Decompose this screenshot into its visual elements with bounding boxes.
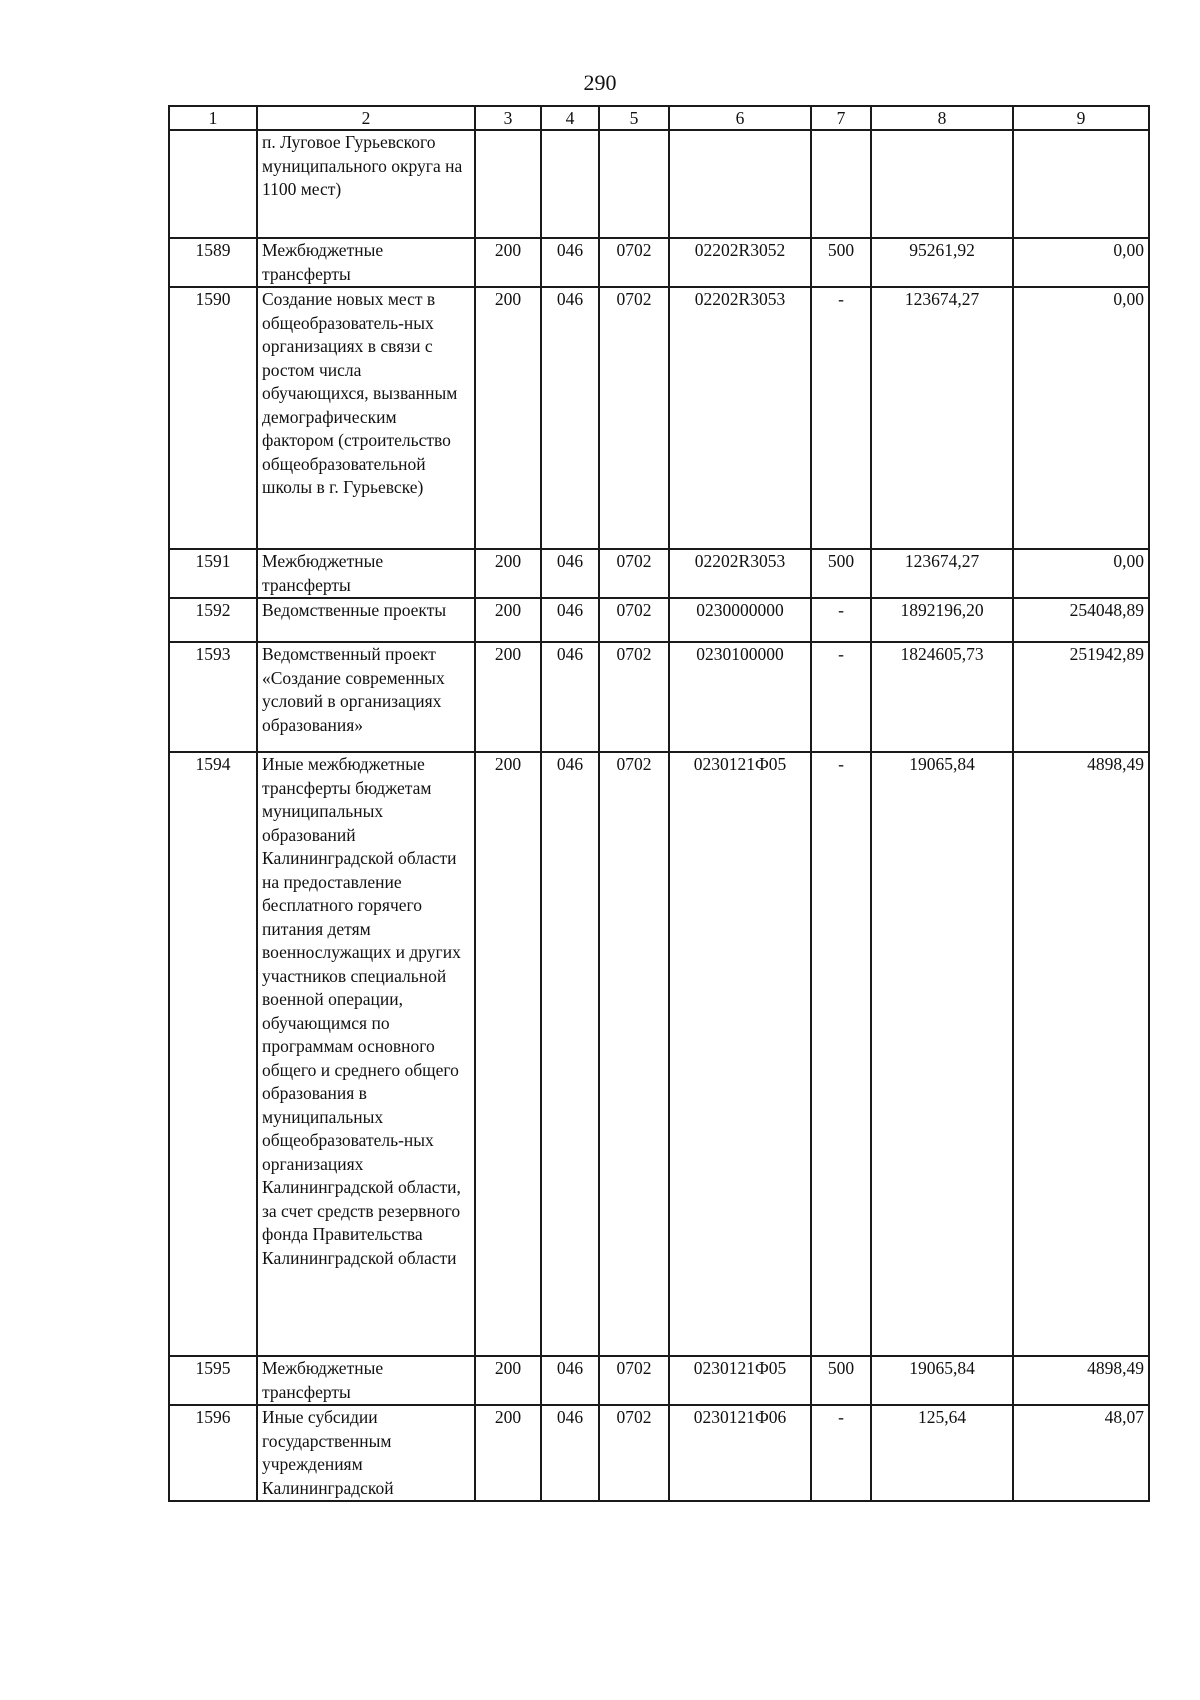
column-header: 8 xyxy=(871,106,1013,130)
column-header: 9 xyxy=(1013,106,1149,130)
target-article-cell: 0230121Ф05 xyxy=(669,1356,811,1405)
target-article-cell: 02202R3053 xyxy=(669,549,811,598)
column-header: 5 xyxy=(599,106,669,130)
table-row xyxy=(169,287,1149,549)
column-header: 7 xyxy=(811,106,871,130)
subsection-code-cell: 0702 xyxy=(599,287,669,549)
subsection-code-cell: 0702 xyxy=(599,598,669,642)
section-code-cell: 200 xyxy=(475,287,541,549)
row-number-cell: 1589 xyxy=(169,238,257,287)
amount-col9-cell: 251942,89 xyxy=(1013,642,1149,752)
ministry-code-cell: 046 xyxy=(541,287,599,549)
amount-col8-cell: 19065,84 xyxy=(871,752,1013,1356)
subsection-code-cell: 0702 xyxy=(599,642,669,752)
section-code-cell: 200 xyxy=(475,238,541,287)
amount-col9-cell: 4898,49 xyxy=(1013,1356,1149,1405)
amount-col8-cell: 19065,84 xyxy=(871,1356,1013,1405)
subsection-code-cell: 0702 xyxy=(599,1356,669,1405)
section-code-cell: 200 xyxy=(475,1356,541,1405)
row-name-cell: Межбюджетные трансферты xyxy=(257,238,475,287)
target-article-cell xyxy=(669,130,811,238)
row-number-cell: 1594 xyxy=(169,752,257,1356)
row-name-cell: п. Луговое Гурьевского муниципального округа на 1100 мест) xyxy=(257,130,475,238)
row-name-cell: Иные субсидии государственным учреждениям Калининградской xyxy=(257,1405,475,1501)
subsection-code-cell: 0702 xyxy=(599,1405,669,1501)
subsection-code-cell: 0702 xyxy=(599,752,669,1356)
row-name-cell: Создание новых мест в общеобразователь-ных организациях в связи с ростом числа обучающихся, вызванным демографическим фактором (строительство общеобразовательной школы в г. Гурьевске) xyxy=(257,287,475,549)
ministry-code-cell xyxy=(541,130,599,238)
row-name-cell: Ведомственный проект «Создание современных условий в организациях образования» xyxy=(257,642,475,752)
target-article-cell: 0230121Ф06 xyxy=(669,1405,811,1501)
row-number-cell: 1591 xyxy=(169,549,257,598)
expense-type-cell: - xyxy=(811,287,871,549)
ministry-code-cell: 046 xyxy=(541,642,599,752)
subsection-code-cell xyxy=(599,130,669,238)
amount-col8-cell: 1824605,73 xyxy=(871,642,1013,752)
ministry-code-cell: 046 xyxy=(541,238,599,287)
expense-type-cell: - xyxy=(811,752,871,1356)
amount-col9-cell xyxy=(1013,130,1149,238)
amount-col8-cell: 95261,92 xyxy=(871,238,1013,287)
expense-type-cell: - xyxy=(811,598,871,642)
expense-type-cell: 500 xyxy=(811,238,871,287)
expense-type-cell: 500 xyxy=(811,549,871,598)
row-name-cell: Межбюджетные трансферты xyxy=(257,1356,475,1405)
ministry-code-cell: 046 xyxy=(541,752,599,1356)
subsection-code-cell: 0702 xyxy=(599,549,669,598)
amount-col9-cell: 48,07 xyxy=(1013,1405,1149,1501)
table-row xyxy=(169,1405,1149,1501)
target-article-cell: 0230000000 xyxy=(669,598,811,642)
amount-col9-cell: 4898,49 xyxy=(1013,752,1149,1356)
section-code-cell: 200 xyxy=(475,1405,541,1501)
table-body xyxy=(169,130,1149,1501)
table-row xyxy=(169,238,1149,287)
expense-type-cell xyxy=(811,130,871,238)
amount-col8-cell: 1892196,20 xyxy=(871,598,1013,642)
ministry-code-cell: 046 xyxy=(541,1356,599,1405)
row-number-cell: 1590 xyxy=(169,287,257,549)
section-code-cell: 200 xyxy=(475,752,541,1356)
amount-col8-cell: 123674,27 xyxy=(871,287,1013,549)
section-code-cell: 200 xyxy=(475,549,541,598)
expense-type-cell: - xyxy=(811,642,871,752)
column-header: 3 xyxy=(475,106,541,130)
target-article-cell: 0230100000 xyxy=(669,642,811,752)
column-header: 1 xyxy=(169,106,257,130)
row-number-cell: 1596 xyxy=(169,1405,257,1501)
header-row xyxy=(169,106,1149,130)
amount-col8-cell: 125,64 xyxy=(871,1405,1013,1501)
expense-type-cell: 500 xyxy=(811,1356,871,1405)
amount-col9-cell: 0,00 xyxy=(1013,549,1149,598)
amount-col8-cell xyxy=(871,130,1013,238)
row-number-cell xyxy=(169,130,257,238)
amount-col9-cell: 254048,89 xyxy=(1013,598,1149,642)
column-header: 2 xyxy=(257,106,475,130)
row-number-cell: 1593 xyxy=(169,642,257,752)
column-header: 6 xyxy=(669,106,811,130)
section-code-cell: 200 xyxy=(475,598,541,642)
subsection-code-cell: 0702 xyxy=(599,238,669,287)
table-row xyxy=(169,752,1149,1356)
expense-type-cell: - xyxy=(811,1405,871,1501)
row-name-cell: Иные межбюджетные трансферты бюджетам муниципальных образований Калининградской области на предоставление бесплатного горячего питания детям военнослужащих и других участников специальной военной операции, обучающимся по программам основного общего и среднего общего образования в муниципальных общеобразователь-ных организациях Калининградской области, за счет средств резервного фонда Правительства Калининградской области xyxy=(257,752,475,1356)
row-number-cell: 1592 xyxy=(169,598,257,642)
table-row xyxy=(169,1356,1149,1405)
section-code-cell xyxy=(475,130,541,238)
target-article-cell: 02202R3052 xyxy=(669,238,811,287)
amount-col8-cell: 123674,27 xyxy=(871,549,1013,598)
page-number: 290 xyxy=(583,70,617,95)
target-article-cell: 0230121Ф05 xyxy=(669,752,811,1356)
ministry-code-cell: 046 xyxy=(541,549,599,598)
budget-table xyxy=(168,105,1150,1502)
table-row xyxy=(169,642,1149,752)
table-row xyxy=(169,549,1149,598)
amount-col9-cell: 0,00 xyxy=(1013,287,1149,549)
ministry-code-cell: 046 xyxy=(541,598,599,642)
target-article-cell: 02202R3053 xyxy=(669,287,811,549)
table-row xyxy=(169,598,1149,642)
amount-col9-cell: 0,00 xyxy=(1013,238,1149,287)
ministry-code-cell: 046 xyxy=(541,1405,599,1501)
section-code-cell: 200 xyxy=(475,642,541,752)
table-row xyxy=(169,130,1149,238)
row-name-cell: Межбюджетные трансферты xyxy=(257,549,475,598)
row-number-cell: 1595 xyxy=(169,1356,257,1405)
row-name-cell: Ведомственные проекты xyxy=(257,598,475,642)
column-header: 4 xyxy=(541,106,599,130)
